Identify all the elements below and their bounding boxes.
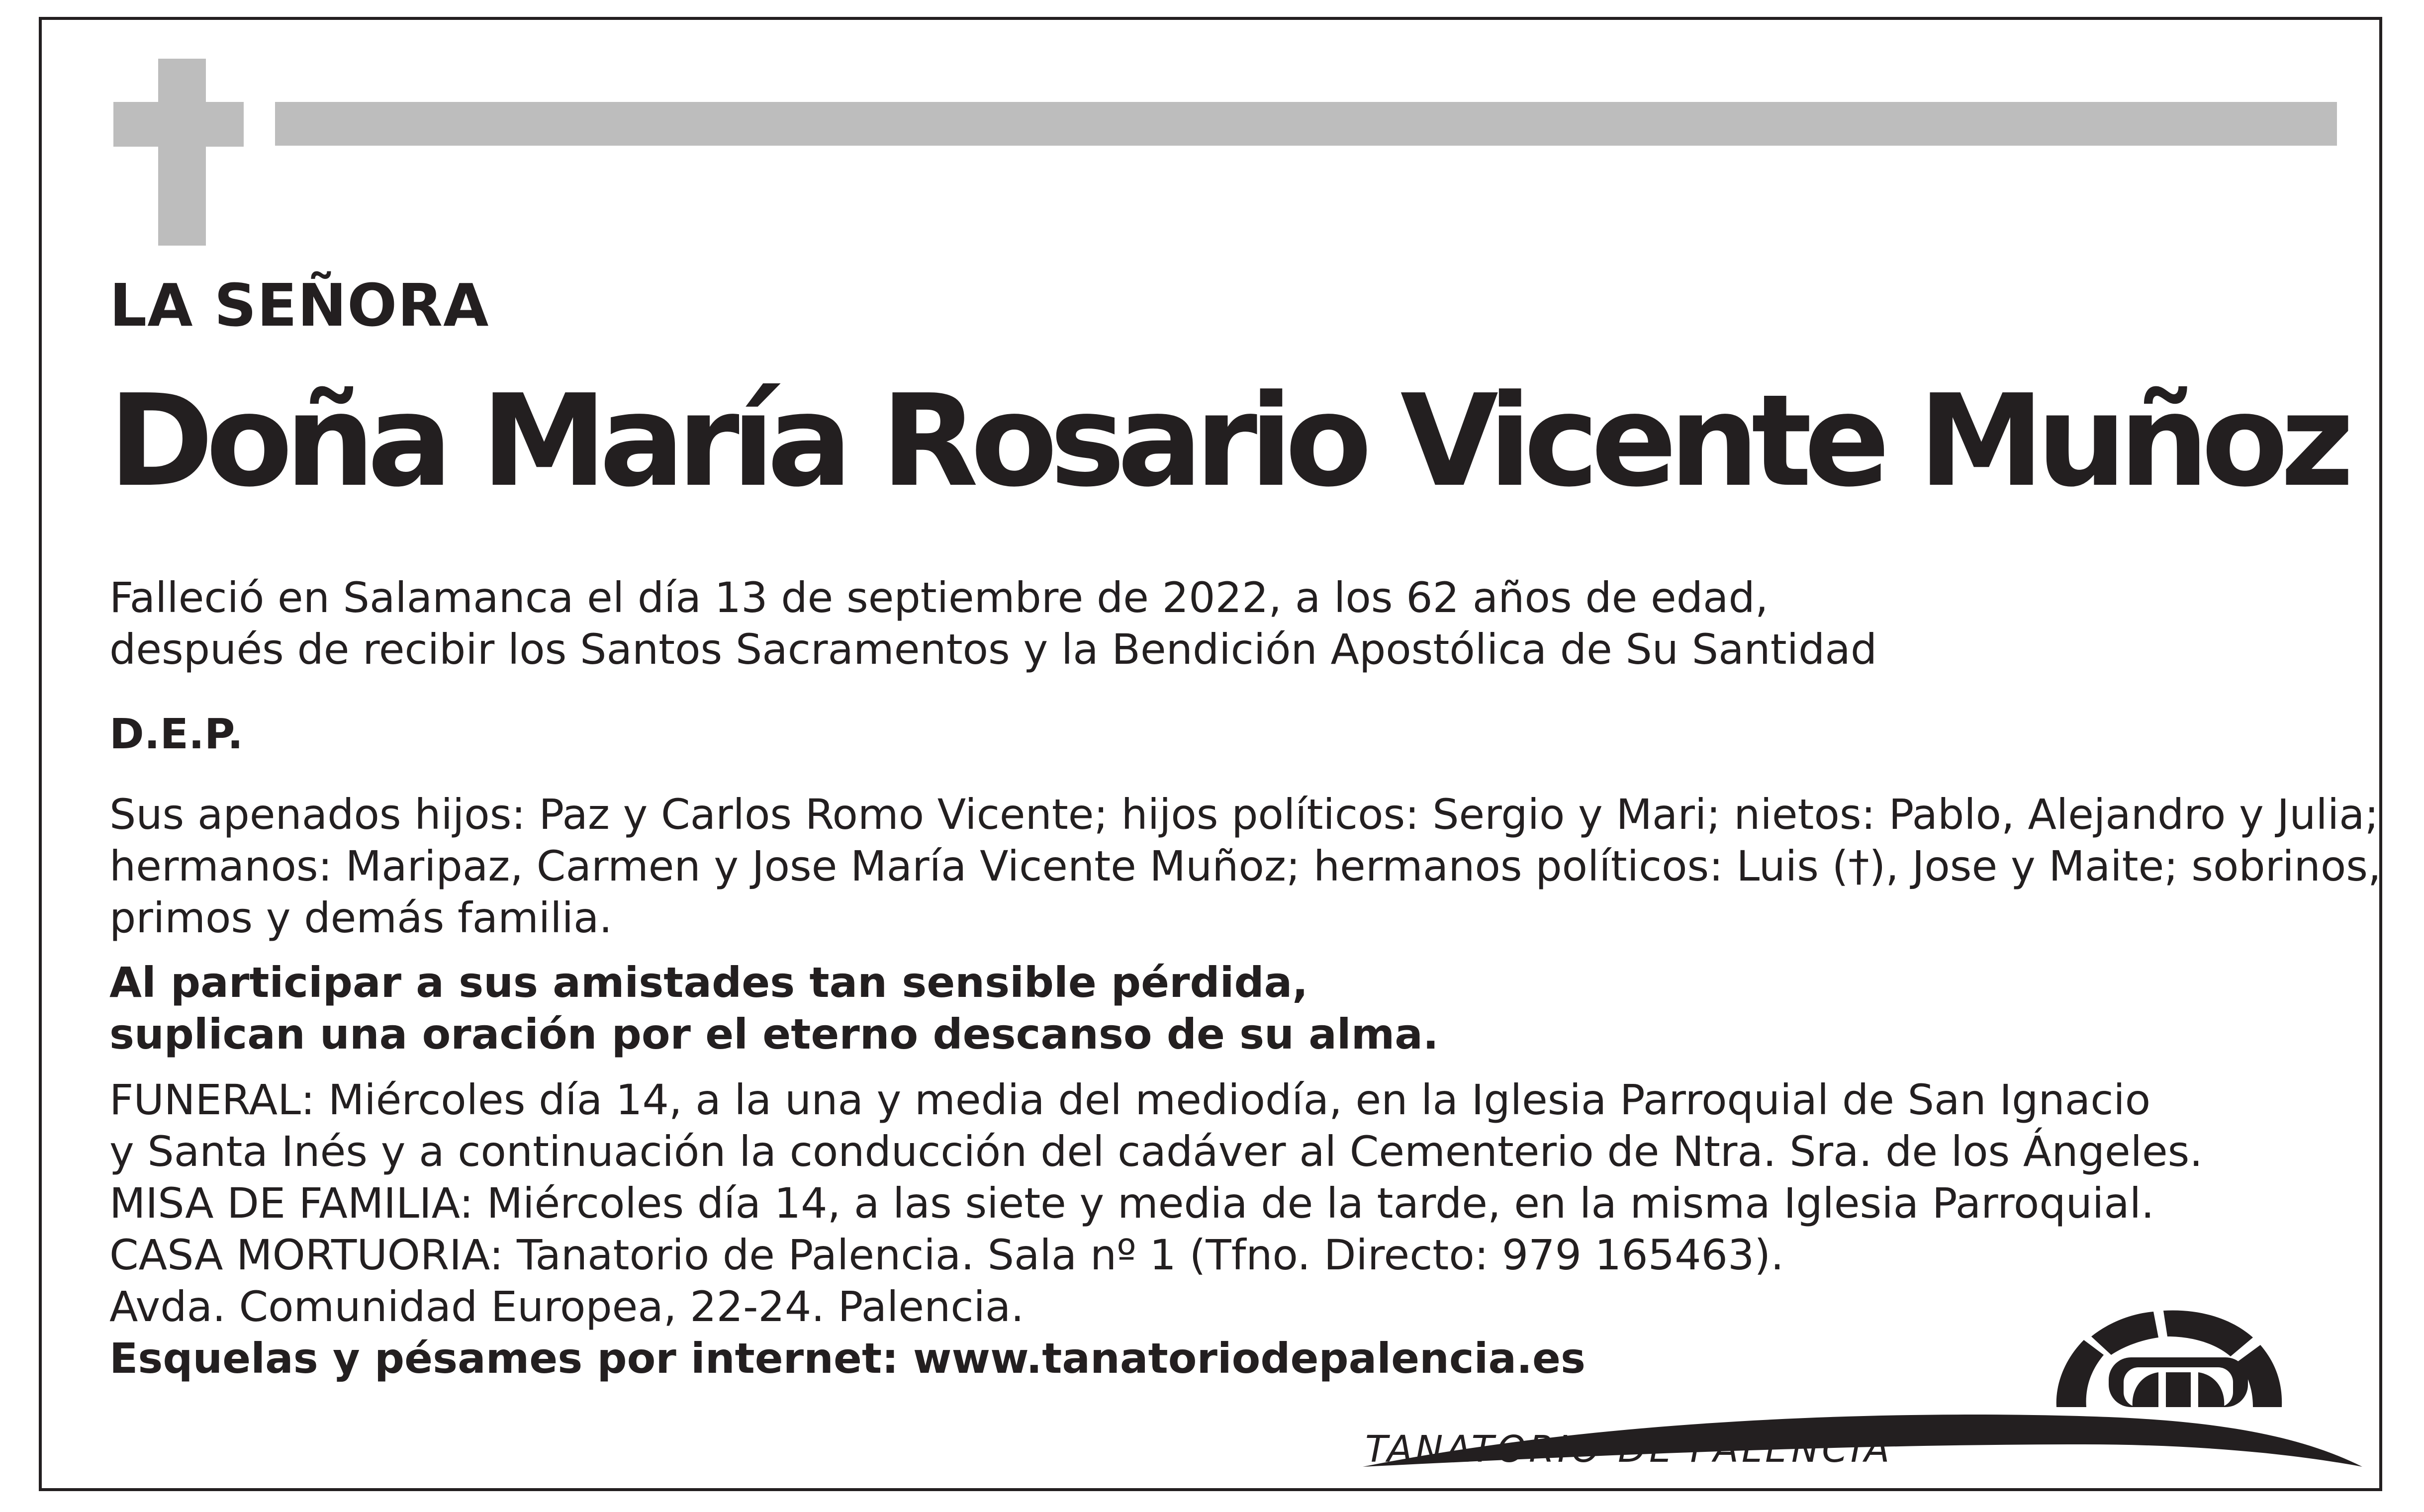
address-line: Avda. Comunidad Europea, 22-24. Palencia.: [109, 1282, 1025, 1331]
family-line-1: Sus apenados hijos: Paz y Carlos Romo Vicente; hijos políticos: Sergio y Mari; nietos: Pablo, Alejandro y Julia;: [109, 790, 2379, 839]
mortuary-line: CASA MORTUORIA: Tanatorio de Palencia. Sala nº 1 (Tfno. Directo: 979 165463).: [109, 1231, 1784, 1279]
announcement-line-1: Falleció en Salamanca el día 13 de septiembre de 2022, a los 62 años de edad,: [109, 573, 1769, 622]
request-line-2: suplican una oración por el eterno descanso de su alma.: [109, 1010, 1439, 1059]
family-mass-line: MISA DE FAMILIA: Miércoles día 14, a las siete y media de la tarde, en la misma Iglesia Parroquial.: [109, 1179, 2154, 1228]
family-line-2: hermanos: Maripaz, Carmen y Jose María Vicente Muñoz; hermanos políticos: Luis (†), Jose y Maite; sobrinos,: [109, 842, 2381, 890]
internet-line: Esquelas y pésames por internet: www.tanatoriodepalencia.es: [109, 1334, 1586, 1383]
death-announcement: [109, 572, 1877, 675]
family-list: [109, 789, 2381, 944]
request-line-1: Al participar a sus amistades tan sensible pérdida,: [109, 958, 1308, 1007]
family-line-3: primos y demás familia.: [109, 893, 613, 942]
cross-icon-vertical: [158, 59, 206, 246]
announcement-line-2: después de recibir los Santos Sacramentos y la Bendición Apostólica de Su Santidad: [109, 625, 1877, 674]
honorific-title: LA SEÑORA: [109, 271, 489, 340]
header-rule: [275, 102, 2337, 146]
deceased-name: Doña María Rosario Vicente Muñoz: [108, 367, 2346, 515]
tanatorio-brand-text: TANATORIO DE PALENCIA: [1365, 1428, 1893, 1471]
prayer-request: [109, 957, 1439, 1060]
funeral-line-2: y Santa Inés y a continuación la conducción del cadáver al Cementerio de Ntra. Sra. de los Ángeles.: [109, 1127, 2203, 1176]
funeral-line-1: FUNERAL: Miércoles día 14, a la una y media del mediodía, en la Iglesia Parroquial de San Ignacio: [109, 1075, 2151, 1124]
cross-icon-horizontal: [113, 102, 244, 147]
dep-label: D.E.P.: [109, 710, 243, 758]
